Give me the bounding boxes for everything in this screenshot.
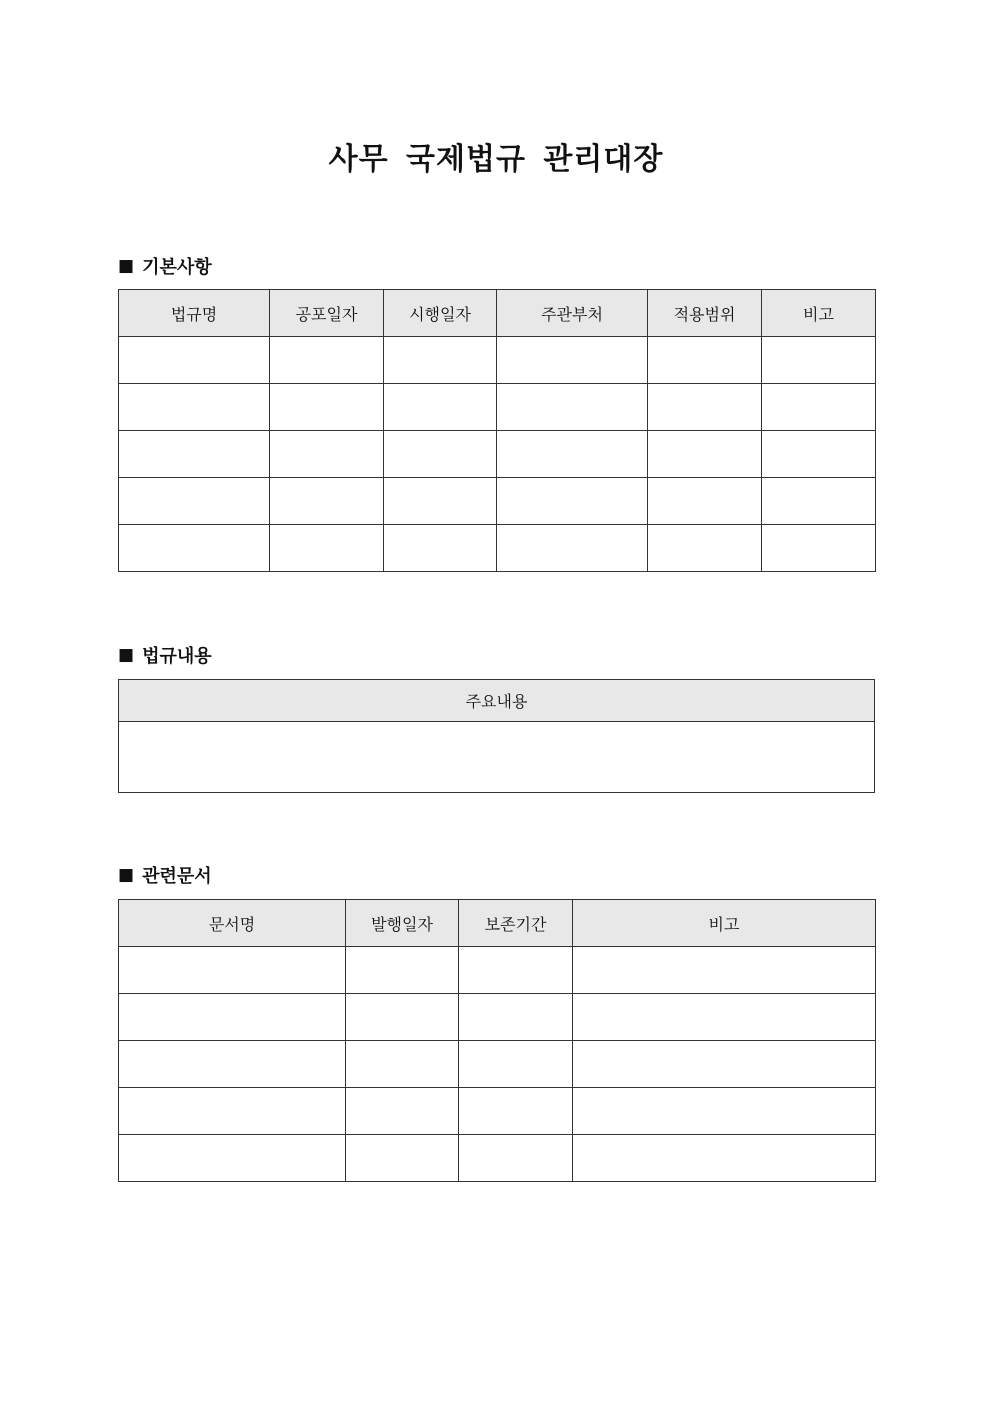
table-cell[interactable] [459, 1088, 573, 1135]
table-cell[interactable] [762, 478, 876, 525]
table-row [119, 947, 876, 994]
table-cell[interactable] [119, 1135, 346, 1182]
related-docs-table [118, 899, 876, 1182]
table-cell[interactable] [346, 1041, 459, 1088]
table-cell[interactable] [648, 337, 762, 384]
column-header-ministry: 주관부처 [497, 290, 648, 337]
table-cell[interactable] [762, 431, 876, 478]
table-cell[interactable] [119, 1041, 346, 1088]
table-header-row [119, 290, 876, 337]
table-cell[interactable] [648, 525, 762, 572]
table-cell[interactable] [497, 525, 648, 572]
table-row [119, 722, 875, 793]
table-cell[interactable] [346, 1088, 459, 1135]
section-heading-content [118, 642, 212, 668]
section-heading-docs [118, 862, 212, 888]
table-row [119, 478, 876, 525]
table-row [119, 994, 876, 1041]
table-cell[interactable] [648, 478, 762, 525]
table-cell[interactable] [762, 337, 876, 384]
column-header-retention-period: 보존기간 [459, 900, 573, 947]
table-row [119, 1088, 876, 1135]
column-header-remarks: 비고 [573, 900, 876, 947]
column-header-main-content: 주요내용 [119, 680, 875, 722]
table-cell[interactable] [573, 947, 876, 994]
table-cell[interactable] [270, 384, 384, 431]
column-header-remarks: 비고 [762, 290, 876, 337]
table-cell[interactable] [573, 1088, 876, 1135]
table-cell[interactable] [346, 994, 459, 1041]
table-row [119, 1135, 876, 1182]
table-cell[interactable] [459, 994, 573, 1041]
table-cell[interactable] [119, 431, 270, 478]
law-content-table [118, 679, 875, 793]
table-row [119, 384, 876, 431]
table-cell[interactable] [119, 478, 270, 525]
page-title: 사무 국제법규 관리대장 [328, 142, 664, 177]
table-cell[interactable] [119, 1088, 346, 1135]
table-cell[interactable] [384, 478, 497, 525]
column-header-scope: 적용범위 [648, 290, 762, 337]
table-row [119, 431, 876, 478]
main-content-cell[interactable] [119, 722, 875, 793]
section-title-basic: 기본사항 [142, 257, 212, 278]
table-cell[interactable] [119, 525, 270, 572]
column-header-enforcement-date: 시행일자 [384, 290, 497, 337]
square-bullet-icon: ■ [118, 645, 135, 665]
section-title-content: 법규내용 [142, 646, 212, 667]
table-cell[interactable] [346, 947, 459, 994]
table-cell[interactable] [384, 431, 497, 478]
table-cell[interactable] [573, 1041, 876, 1088]
table-cell[interactable] [270, 431, 384, 478]
table-cell[interactable] [497, 384, 648, 431]
table-cell[interactable] [270, 478, 384, 525]
column-header-doc-name: 문서명 [119, 900, 346, 947]
table-cell[interactable] [648, 384, 762, 431]
table-cell[interactable] [384, 384, 497, 431]
column-header-issue-date: 발행일자 [346, 900, 459, 947]
square-bullet-icon: ■ [118, 256, 135, 276]
table-cell[interactable] [459, 1041, 573, 1088]
table-header-row [119, 680, 875, 722]
table-cell[interactable] [459, 1135, 573, 1182]
table-cell[interactable] [384, 337, 497, 384]
table-cell[interactable] [384, 525, 497, 572]
table-cell[interactable] [497, 478, 648, 525]
table-cell[interactable] [762, 525, 876, 572]
table-row [119, 1041, 876, 1088]
table-cell[interactable] [119, 994, 346, 1041]
section-title-docs: 관련문서 [142, 866, 212, 887]
table-cell[interactable] [573, 994, 876, 1041]
table-cell[interactable] [270, 525, 384, 572]
table-cell[interactable] [459, 947, 573, 994]
table-cell[interactable] [119, 337, 270, 384]
basic-info-table [118, 289, 876, 572]
table-cell[interactable] [648, 431, 762, 478]
table-row [119, 337, 876, 384]
square-bullet-icon: ■ [118, 865, 135, 885]
table-cell[interactable] [762, 384, 876, 431]
table-cell[interactable] [119, 384, 270, 431]
table-cell[interactable] [497, 431, 648, 478]
table-row [119, 525, 876, 572]
table-cell[interactable] [270, 337, 384, 384]
table-cell[interactable] [346, 1135, 459, 1182]
table-cell[interactable] [497, 337, 648, 384]
column-header-promulgation-date: 공포일자 [270, 290, 384, 337]
table-cell[interactable] [573, 1135, 876, 1182]
table-header-row [119, 900, 876, 947]
table-cell[interactable] [119, 947, 346, 994]
column-header-law-name: 법규명 [119, 290, 270, 337]
section-heading-basic [118, 253, 212, 279]
